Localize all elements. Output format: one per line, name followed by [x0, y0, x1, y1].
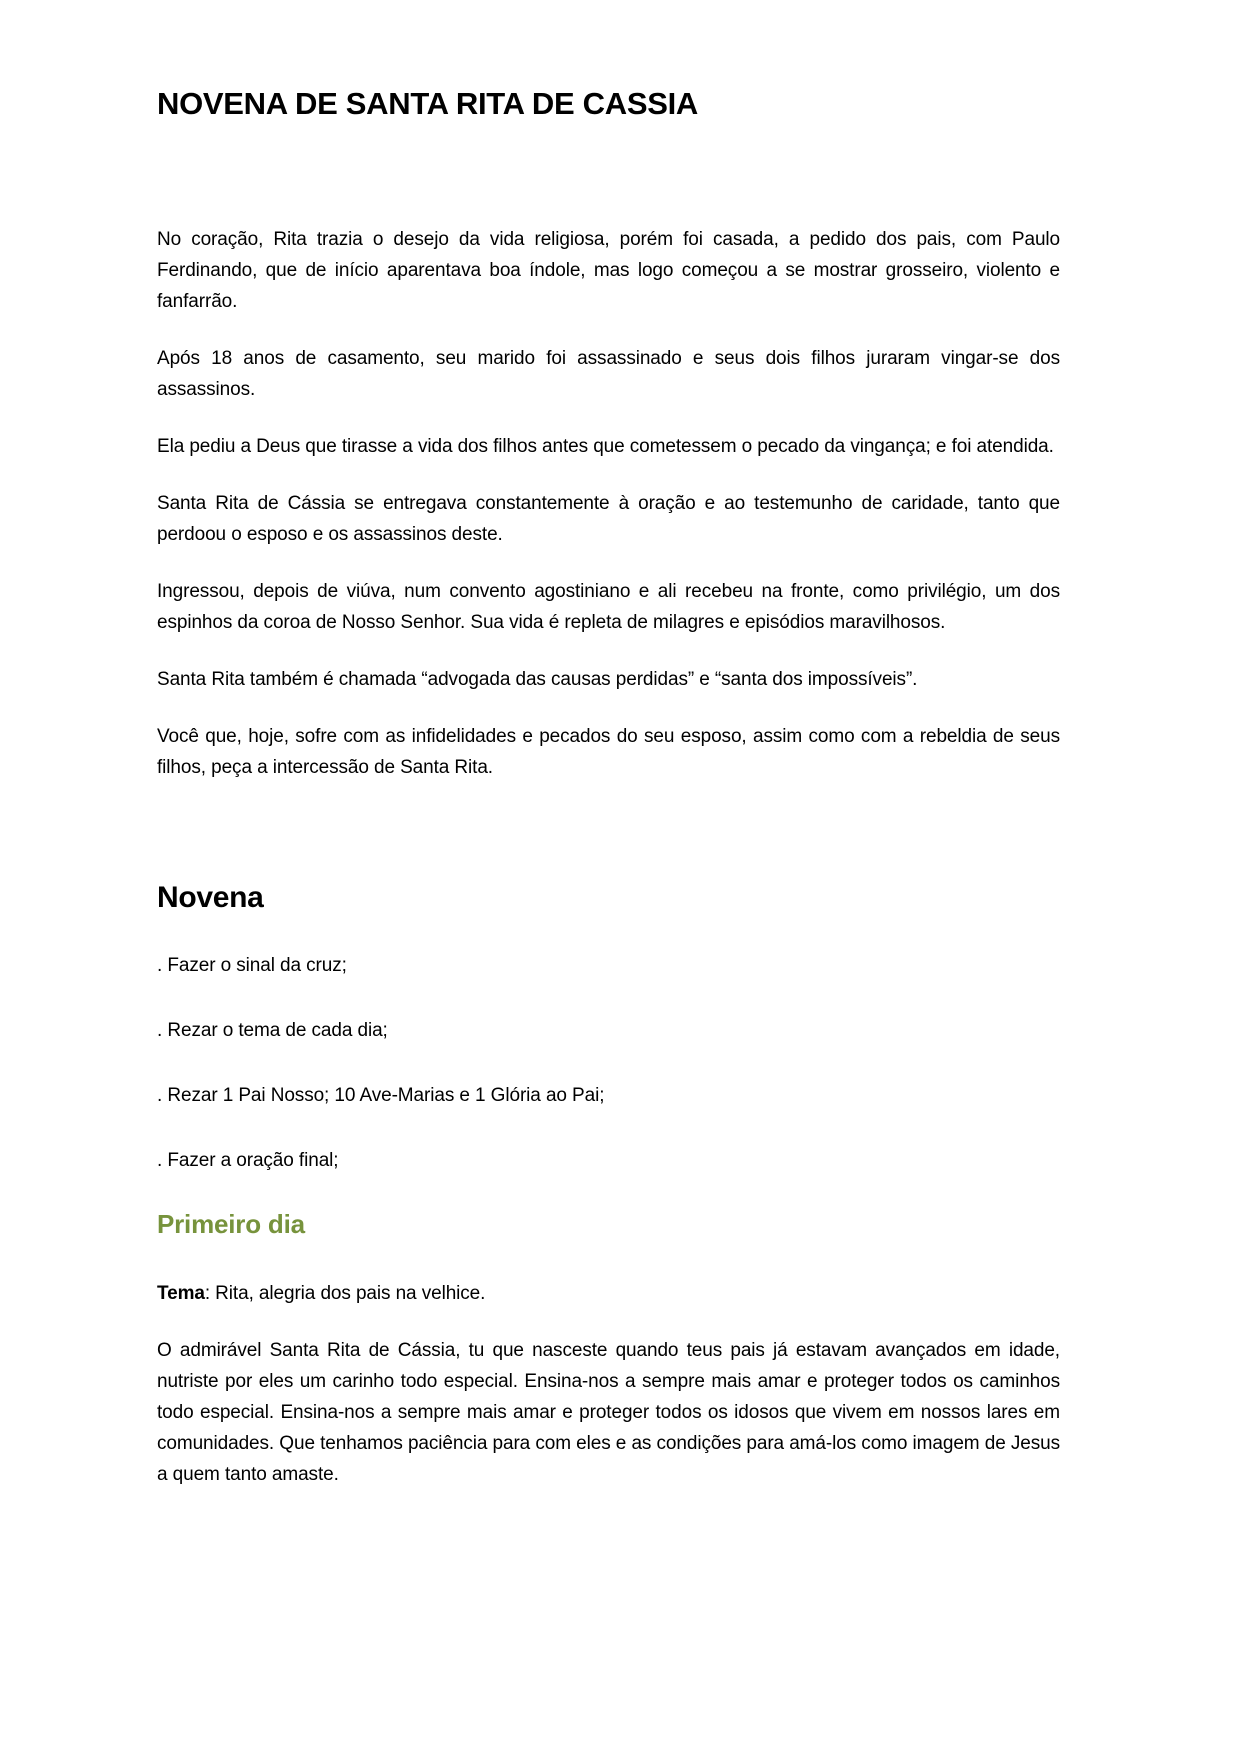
intro-paragraph-5: Ingressou, depois de viúva, num convento agostiniano e ali recebeu na fronte, como privilégio, um dos espinhos da coroa de Nosso Senhor. Sua vida é repleta de milagres e episódios maravilhosos. [157, 580, 1060, 633]
novena-step-2: . Rezar o tema de cada dia; [157, 1019, 388, 1041]
tema-text: : Rita, alegria dos pais na velhice. [204, 1283, 486, 1305]
novena-step-4: . Fazer a oração final; [157, 1149, 339, 1171]
intro-paragraph-3: Ela pediu a Deus que tirasse a vida dos filhos antes que cometessem o pecado da vingança; e foi atendida. [157, 435, 1054, 457]
first-day-heading: Primeiro dia [157, 1208, 305, 1239]
intro-paragraph-4: Santa Rita de Cássia se entregava constantemente à oração e ao testemunho de caridade, tanto que perdoou o esposo e os assassinos deste. [157, 492, 1060, 545]
intro-paragraph-7: Você que, hoje, sofre com as infidelidades e pecados do seu esposo, assim como com a rebeldia de seus filhos, peça a intercessão de Santa Rita. [157, 725, 1060, 778]
novena-step-3: . Rezar 1 Pai Nosso; 10 Ave-Marias e 1 Glória ao Pai; [157, 1084, 605, 1106]
document-title: NOVENA DE SANTA RITA DE CASSIA [157, 86, 698, 121]
intro-paragraph-6: Santa Rita também é chamada “advogada das causas perdidas” e “santa dos impossíveis”. [157, 668, 918, 690]
first-day-tema-line [157, 1278, 1060, 1309]
first-day-body: O admirável Santa Rita de Cássia, tu que nasceste quando teus pais já estavam avançados em idade, nutriste por eles um carinho todo especial. Ensina-nos a sempre mais amar e proteger todos os caminhos todo especial. Ensina-nos a sempre mais amar e proteger todos os idosos que vivem em nossos lares em comunidades. Que tenhamos paciência para com eles e as condições para amá-los como imagem de Jesus a quem tanto amaste. [157, 1340, 1060, 1486]
novena-section-heading: Novena [157, 880, 264, 914]
tema-label: Tema [157, 1283, 205, 1305]
intro-paragraph-1: No coração, Rita trazia o desejo da vida religiosa, porém foi casada, a pedido dos pais, com Paulo Ferdinando, que de início aparentava boa índole, mas logo começou a se mostrar grosseiro, violento e fanfarrão. [157, 228, 1060, 312]
intro-paragraph-2: Após 18 anos de casamento, seu marido foi assassinado e seus dois filhos juraram vingar-se dos assassinos. [157, 347, 1060, 400]
novena-step-1: . Fazer o sinal da cruz; [157, 954, 347, 976]
